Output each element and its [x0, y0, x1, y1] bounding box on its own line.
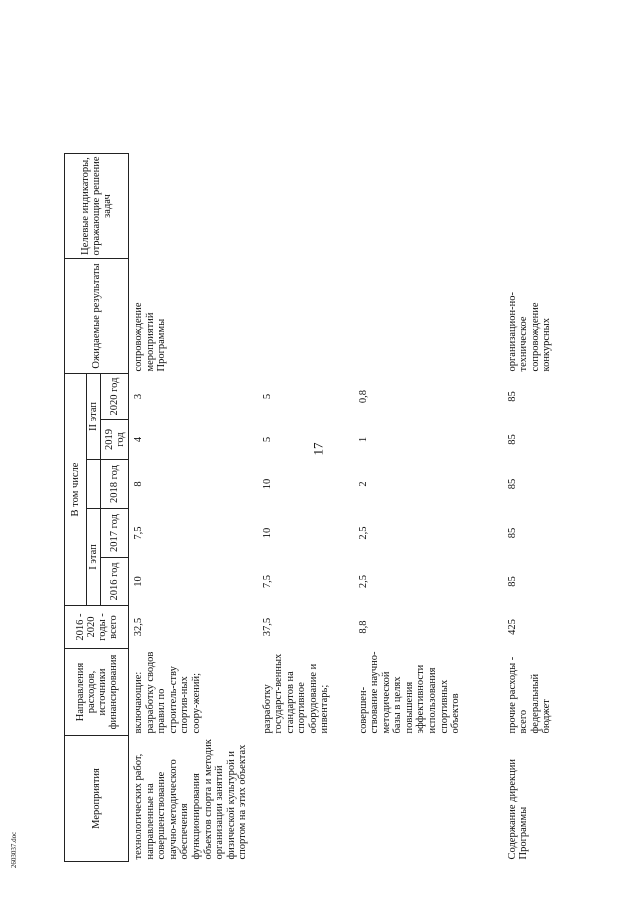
value-2017-cell: 7,5 — [133, 526, 144, 540]
total-cell: 425 — [506, 619, 518, 635]
header-stage-2: II этап — [87, 374, 101, 460]
header-total: 2016 - 2020 годы - всего — [65, 606, 129, 649]
indicators-cell — [503, 154, 563, 259]
page-number: 17 — [310, 442, 326, 456]
program-table — [64, 153, 563, 862]
total-cell: 37,5 — [261, 617, 273, 637]
direction-cell: разработку государст-венных стандартов на спортивное оборудование и инвентарь; — [261, 653, 331, 734]
header-in-that-number: В том числе — [65, 374, 87, 606]
measure-cell — [258, 736, 354, 862]
table-row — [503, 154, 563, 862]
table-row — [258, 154, 354, 862]
table-row — [354, 154, 503, 862]
results-cell — [258, 259, 354, 374]
value-2019-cell: 4 — [133, 436, 144, 443]
value-2016-cell: 2,5 — [357, 574, 369, 589]
direction-cell: совершен-ствование научно-методической базы в целях повышения эффективности использования спортивных объектов — [357, 651, 462, 734]
header-indicators: Целевые индикаторы, отражающие решение задач — [65, 154, 129, 259]
indicators-cell — [129, 154, 258, 259]
value-2017-cell: 85 — [506, 527, 518, 539]
header-2018: 2018 год — [101, 460, 129, 509]
value-2018-cell: 8 — [133, 481, 144, 487]
value-2019-cell: 5 — [261, 436, 273, 443]
value-2019-cell: 85 — [506, 434, 518, 445]
value-2018-cell: 2 — [357, 481, 369, 487]
header-measures: Мероприятия — [65, 736, 129, 862]
header-2017: 2017 год — [101, 509, 129, 558]
results-cell: сопровождение мероприятий Программы — [133, 302, 168, 372]
value-2020-cell: 5 — [261, 393, 273, 400]
results-cell: организацион-но-техническое сопровождение конкурсных — [506, 292, 553, 372]
header-2020: 2020 год — [101, 374, 129, 420]
table-row — [129, 154, 258, 862]
value-2020-cell: 0,8 — [357, 389, 369, 404]
results-cell — [354, 259, 503, 374]
total-cell: 32,5 — [133, 617, 144, 637]
value-2018-cell: 85 — [506, 478, 518, 490]
value-2020-cell: 3 — [133, 393, 144, 400]
value-2017-cell: 2,5 — [357, 526, 369, 540]
value-2018-cell: 10 — [261, 478, 273, 490]
direction-cell: прочие расходы - всего федеральный бюджет — [506, 656, 553, 734]
value-2020-cell: 85 — [506, 391, 518, 402]
header-results: Ожидаемые результаты — [65, 259, 129, 374]
measure-cell: технологических работ, направленные на совершенствование научно-методического обеспечения функционирования объектов спорта и методик организации занятий физической культурой и спортом на этих объектах — [133, 739, 249, 860]
rotated-page — [64, 42, 630, 862]
direction-cell: включающие: разработку сводов правил по строитель-ству спортив-ных соору-жений; — [133, 651, 202, 734]
header-2019: 2019 год — [101, 420, 129, 460]
measure-cell: Содержание дирекции Программы — [506, 759, 530, 860]
value-2017-cell: 10 — [261, 527, 273, 539]
value-2016-cell: 85 — [506, 576, 518, 587]
document-code: 2603037.doc — [10, 831, 19, 869]
indicators-cell — [354, 154, 503, 259]
header-directions: Направления расходов, источники финансирования — [65, 649, 129, 736]
value-2019-cell: 1 — [357, 436, 369, 443]
header-2016: 2016 год — [101, 558, 129, 606]
header-stage-1: I этап — [87, 509, 101, 606]
total-cell: 8,8 — [357, 620, 369, 634]
indicators-cell — [258, 154, 354, 259]
value-2016-cell: 10 — [133, 576, 144, 587]
value-2016-cell: 7,5 — [261, 574, 273, 589]
measure-cell — [354, 736, 503, 862]
